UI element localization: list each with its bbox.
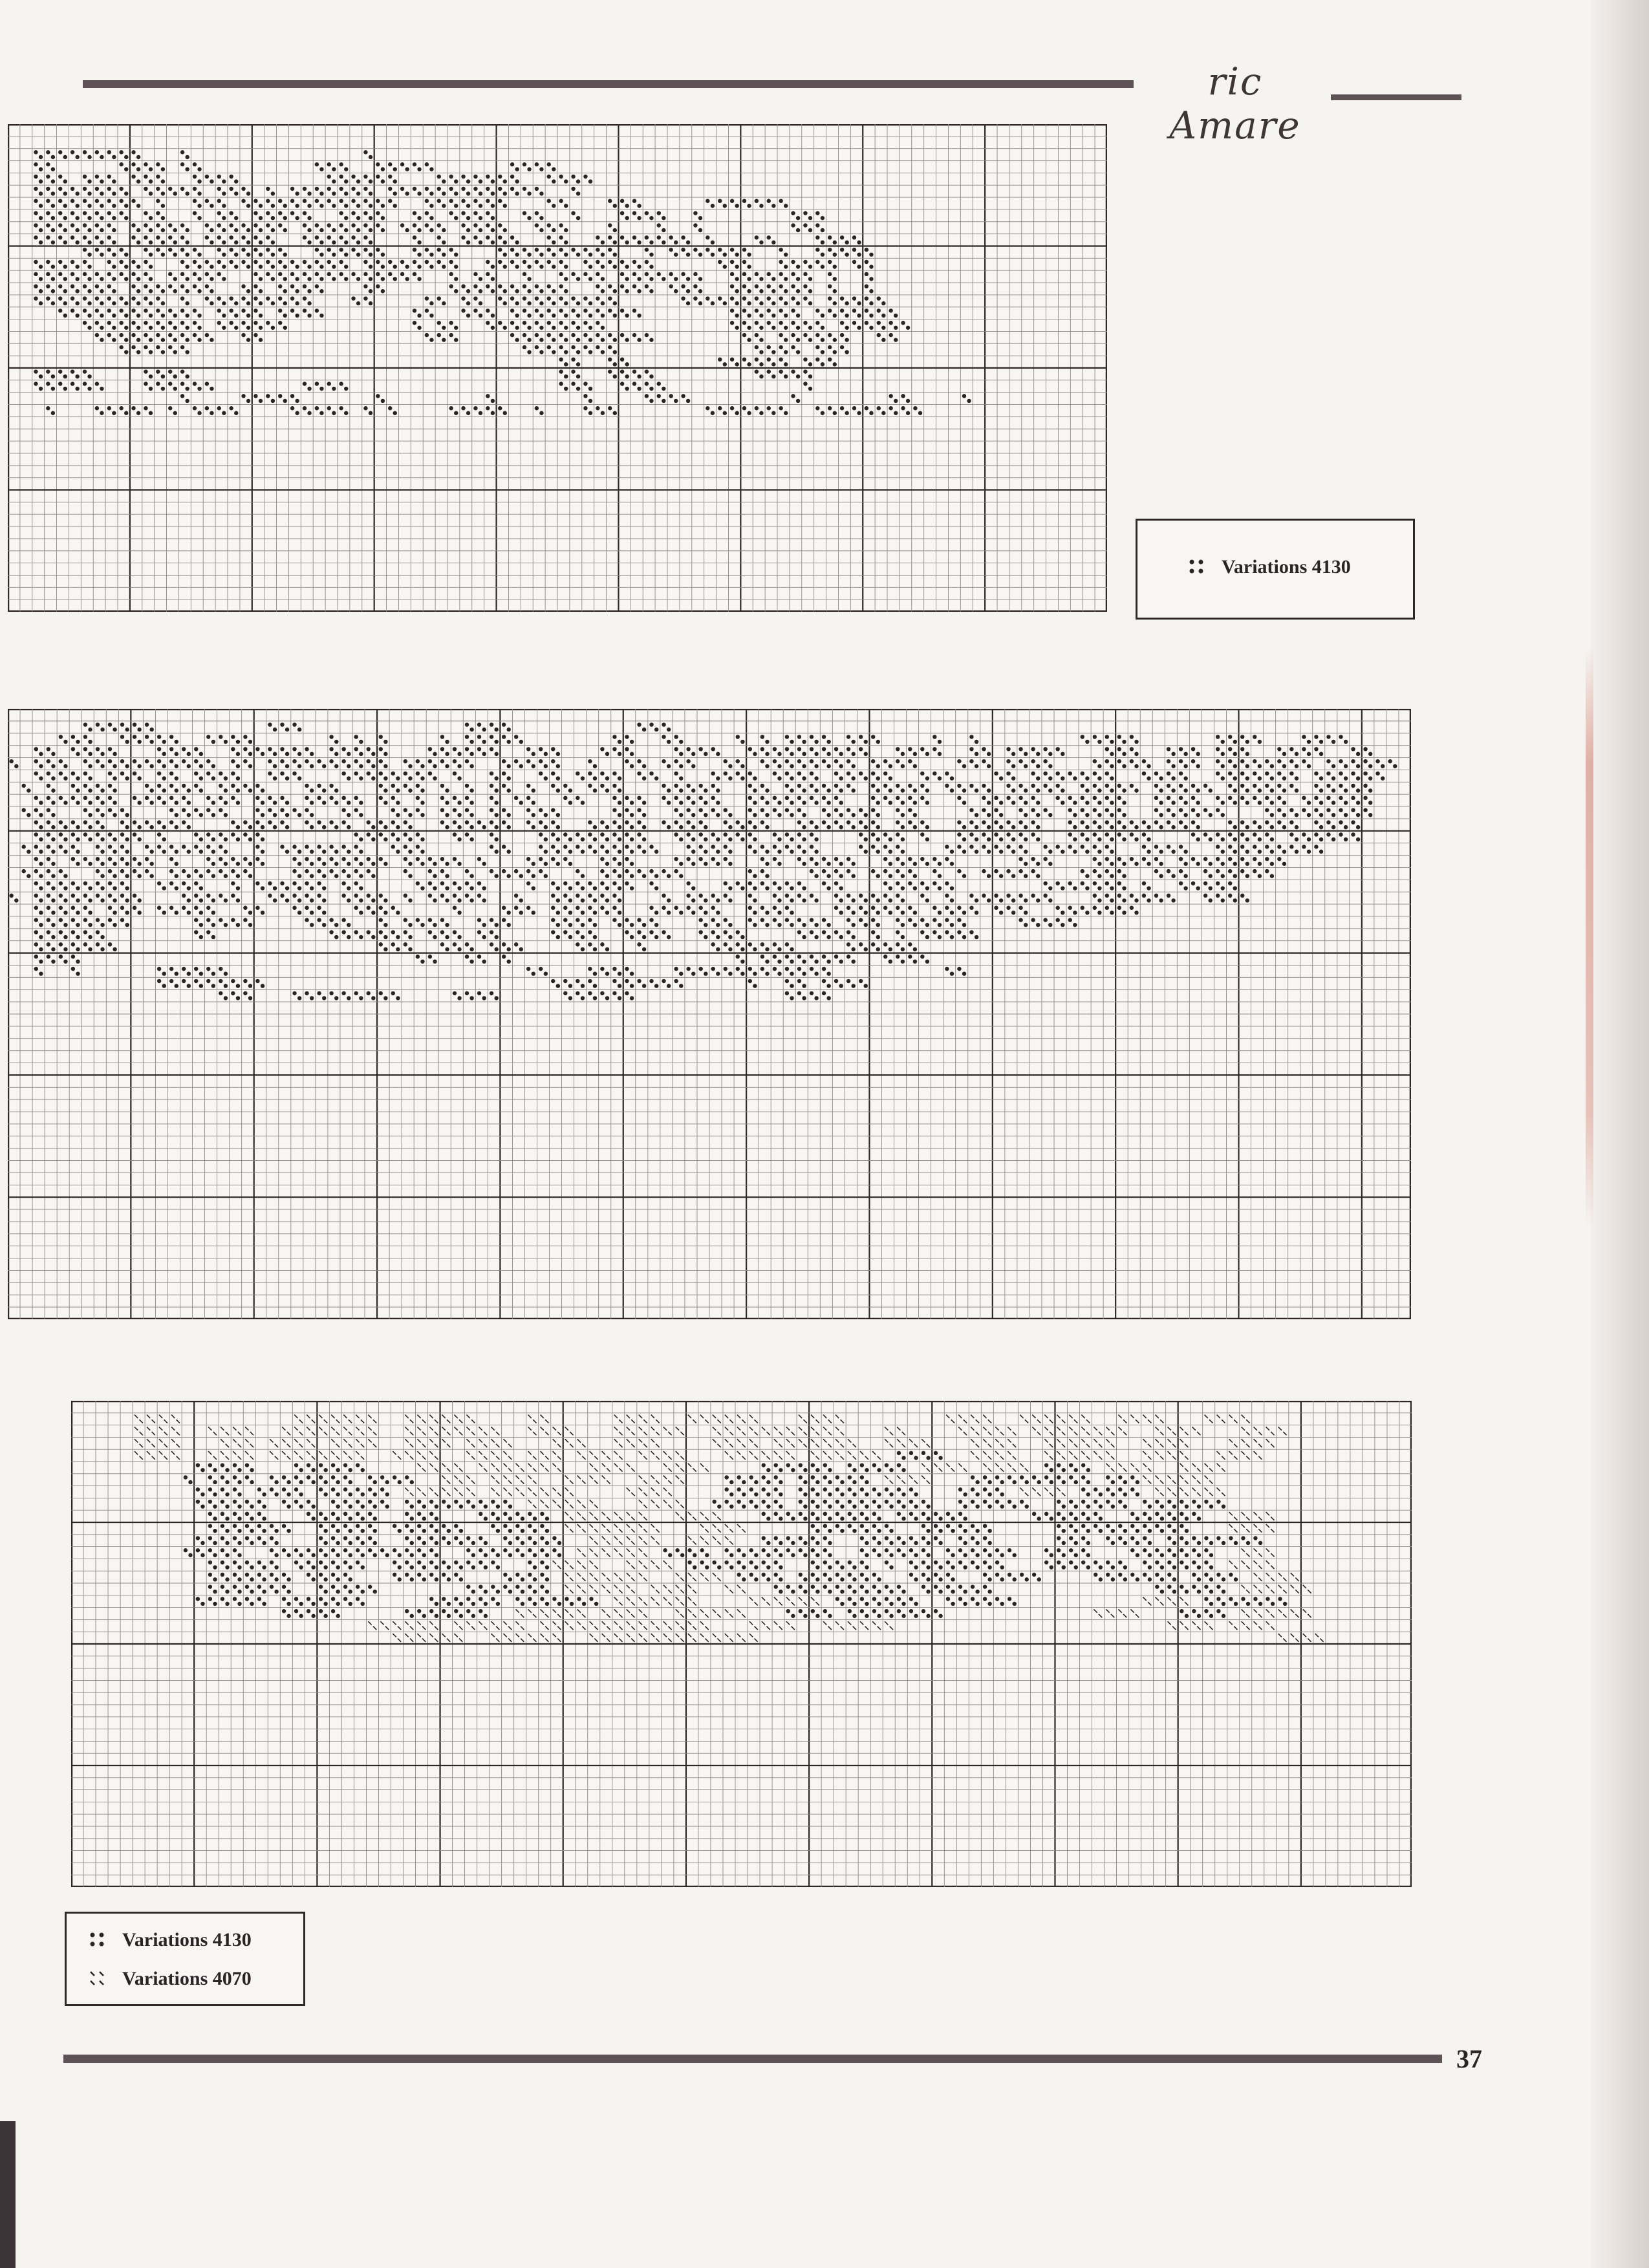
footer-rule bbox=[63, 2055, 1442, 2063]
chart-grid-bottom bbox=[71, 1401, 1412, 1887]
binding-shadow bbox=[0, 2121, 16, 2268]
cross-stitch-chart-top bbox=[8, 124, 1107, 612]
legend-box-top bbox=[1136, 519, 1415, 620]
brand-logo bbox=[1138, 59, 1332, 147]
cross-stitch-chart-middle bbox=[8, 709, 1411, 1319]
legend-box-bottom bbox=[65, 1912, 305, 2006]
brand-logo-text: ric Amare bbox=[1169, 59, 1301, 147]
dot-symbol-icon bbox=[1189, 559, 1205, 575]
header-rule-right bbox=[1331, 94, 1461, 100]
chart-grid-middle bbox=[8, 709, 1411, 1319]
legend-label: Variations 4130 bbox=[1222, 556, 1351, 578]
grid-lines bbox=[71, 1401, 1412, 1887]
dot-symbol-icon bbox=[90, 1932, 105, 1948]
chart-grid-top bbox=[8, 124, 1107, 612]
slash-symbol-icon bbox=[90, 1971, 105, 1987]
legend-item-variations-4130 bbox=[90, 1929, 252, 1951]
legend-label: Variations 4130 bbox=[122, 1929, 252, 1950]
legend-item-variations-4130 bbox=[1189, 556, 1351, 578]
cross-stitch-chart-bottom bbox=[71, 1401, 1412, 1887]
grid-lines bbox=[8, 124, 1107, 612]
legend-item-variations-4070 bbox=[90, 1968, 252, 1990]
page-edge-tint bbox=[1586, 647, 1593, 1229]
page-edge-shadow bbox=[1591, 0, 1649, 2268]
page-number: 37 bbox=[1456, 2044, 1482, 2073]
legend-label: Variations 4070 bbox=[122, 1968, 252, 1989]
header-rule bbox=[83, 80, 1134, 88]
